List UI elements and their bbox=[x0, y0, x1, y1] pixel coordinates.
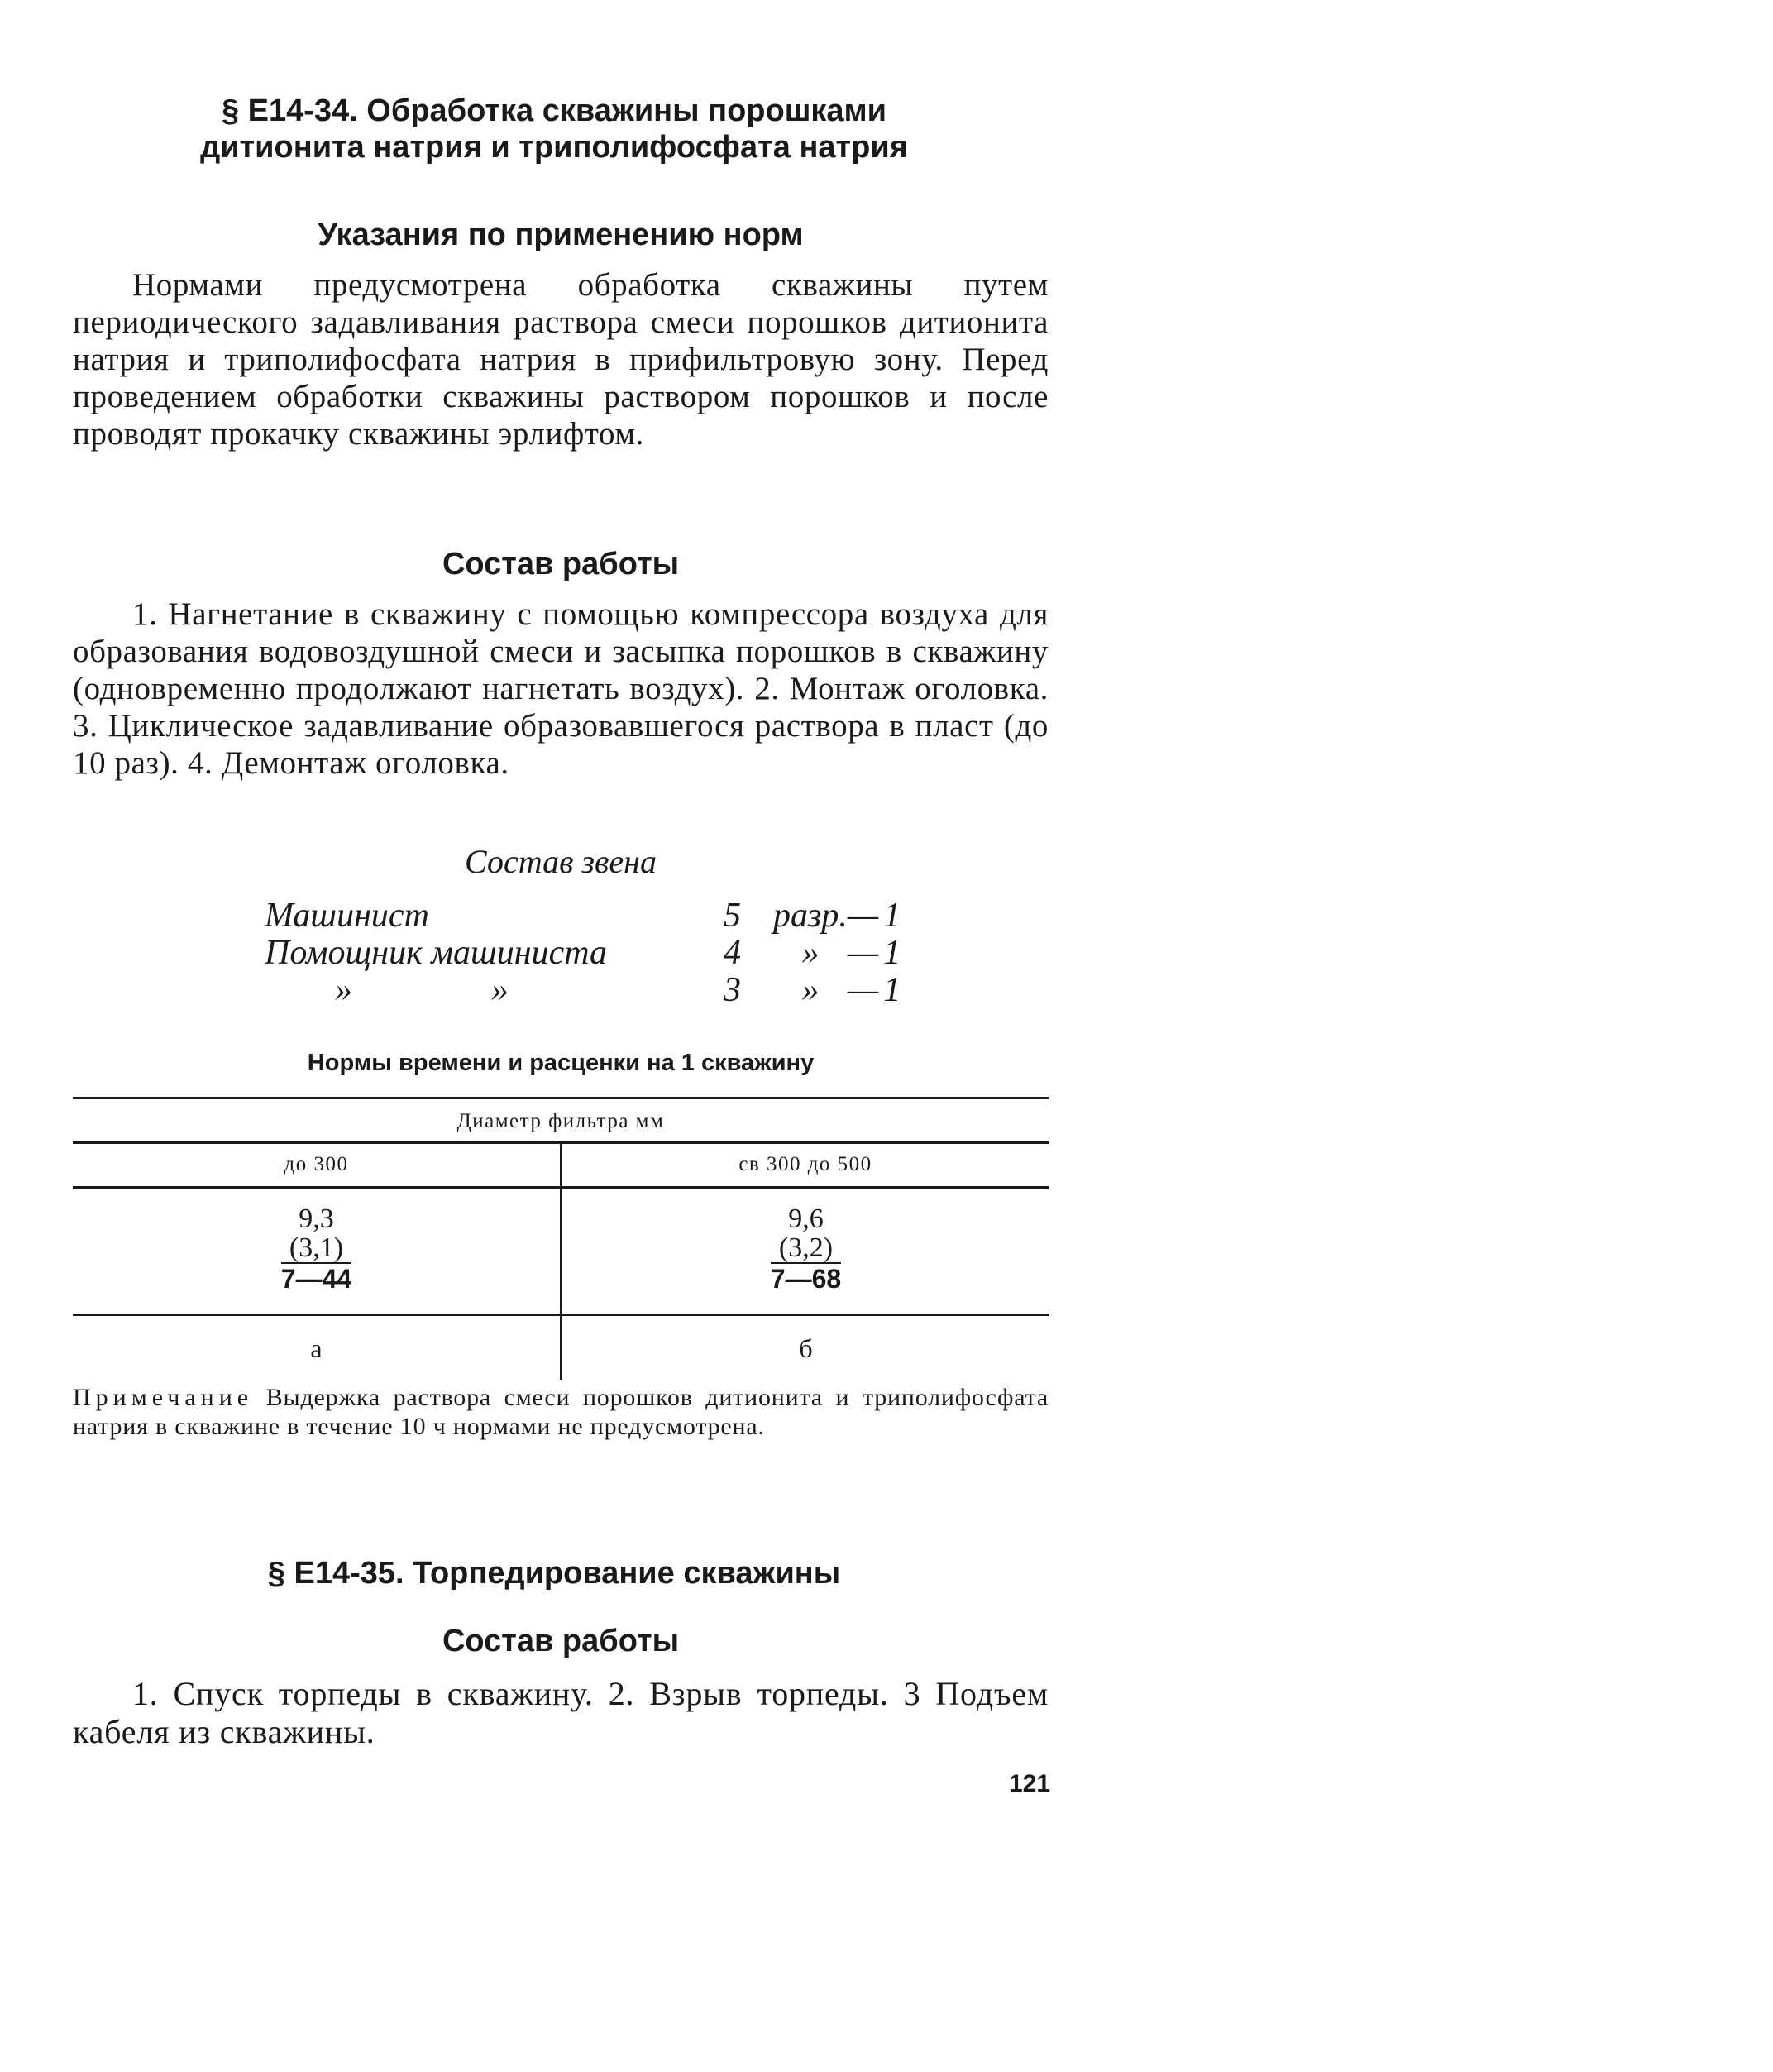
column-header-a: до 300 bbox=[284, 1153, 349, 1175]
crew-row bbox=[265, 935, 908, 972]
norm-fraction-b bbox=[771, 1204, 841, 1294]
section-title-e14-34 bbox=[116, 93, 992, 165]
crew-row bbox=[265, 897, 908, 935]
table-key-rule bbox=[73, 1314, 1049, 1316]
note-lead: Примечание bbox=[73, 1384, 254, 1411]
title-line-1: § Е14-34. Обработка скважины порошками bbox=[221, 93, 887, 128]
crew-row bbox=[265, 972, 908, 1009]
time-norm-paren: (3,2) bbox=[771, 1234, 841, 1264]
time-norm: 9,6 bbox=[788, 1203, 824, 1234]
table-note bbox=[73, 1383, 1049, 1441]
crew-table bbox=[265, 897, 908, 1009]
instructions-paragraph: Нормами предусмотрена обработка скважины путем периодического задавливания раствора смеси порошков дитионита натрия и триполифосфата натрия в прифильтровую зону. Перед проведением обработки скважины раствором порошков и после проводят прокачку скважины эрлифтом. bbox=[73, 267, 1049, 452]
instructions-heading: Указания по применению норм bbox=[318, 218, 804, 252]
crew-grade: 3 bbox=[724, 971, 741, 1009]
crew-dash: — bbox=[847, 971, 879, 1009]
work-composition-heading-2: Состав работы bbox=[442, 1624, 680, 1658]
crew-role: Помощник машиниста bbox=[265, 934, 608, 972]
crew-dash: — bbox=[847, 934, 879, 972]
value-cell-a bbox=[73, 1204, 560, 1295]
table-top-rule bbox=[73, 1097, 1049, 1099]
crew-heading: Состав звена bbox=[464, 843, 657, 880]
crew-unit: разр. bbox=[773, 897, 848, 935]
price: 7—44 bbox=[280, 1264, 352, 1294]
column-header-b: св 300 до 500 bbox=[738, 1153, 872, 1175]
crew-unit: » bbox=[801, 934, 820, 972]
crew-role: » » bbox=[335, 971, 509, 1009]
crew-role: Машинист bbox=[265, 897, 429, 935]
price: 7—68 bbox=[770, 1264, 842, 1294]
crew-count: 1 bbox=[883, 971, 901, 1009]
work-composition-heading: Состав работы bbox=[442, 547, 680, 581]
work-composition-paragraph: 1. Нагнетание в скважину с помощью компрессора воздуха для образования водовоздушной смеси и засыпка порошков в скважину (одновременно продолжают нагнетать воздух). 2. Монтаж оголовка. 3. Циклическое задавливание образовавшегося раствора в пласт (до 10 раз). 4. Демонтаж оголовка. bbox=[73, 596, 1049, 781]
table-group-header: Диаметр фильтра мм bbox=[456, 1110, 665, 1132]
value-cell-b bbox=[562, 1204, 1049, 1295]
crew-grade: 5 bbox=[724, 897, 741, 935]
crew-grade: 4 bbox=[724, 934, 741, 972]
time-norm-paren: (3,1) bbox=[281, 1234, 351, 1264]
crew-count: 1 bbox=[883, 897, 901, 935]
column-key-b: б bbox=[799, 1333, 813, 1363]
norm-fraction-a bbox=[281, 1204, 351, 1294]
title-line-2: дитионита натрия и триполифосфата натрия bbox=[200, 130, 908, 165]
column-key-a: а bbox=[310, 1333, 323, 1363]
norms-caption: Нормы времени и расценки на 1 скважину bbox=[307, 1050, 815, 1076]
crew-dash: — bbox=[847, 897, 879, 935]
note-text: Выдержка раствора смеси порошков дитионита и триполифосфата натрия в скважине в течение 10 ч нормами не предусмотрена. bbox=[73, 1384, 1049, 1440]
crew-count: 1 bbox=[883, 934, 901, 972]
section-title-e14-35: § Е14-35. Торпедирование скважины bbox=[267, 1556, 841, 1591]
page-number: 121 bbox=[1009, 1770, 1051, 1797]
work-composition-paragraph-2: 1. Спуск торпеды в скважину. 2. Взрыв торпеды. 3 Подъем кабеля из скважины. bbox=[73, 1675, 1049, 1750]
time-norm: 9,3 bbox=[299, 1203, 334, 1234]
crew-unit: » bbox=[801, 971, 820, 1009]
